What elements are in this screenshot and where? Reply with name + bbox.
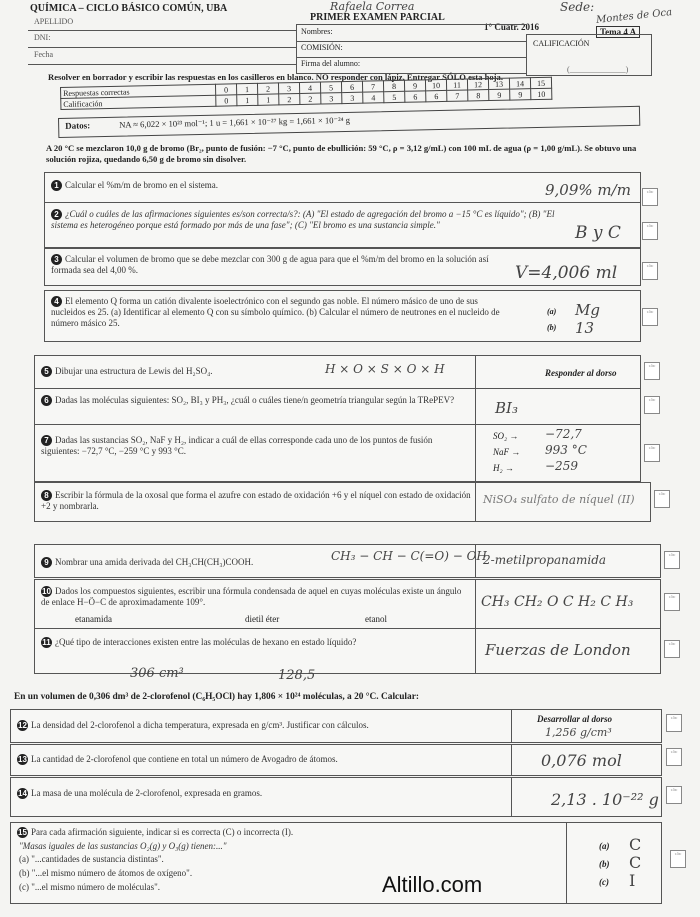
- score-box[interactable]: c.bc: [642, 222, 658, 240]
- label-a: (a): [599, 841, 610, 851]
- grade-cell: 1: [258, 94, 279, 105]
- question-text: Nombrar una amida derivada del CH₃CH(CH₃)COOH.: [55, 557, 254, 567]
- number-badge: 14: [18, 789, 27, 798]
- question-12: [10, 709, 662, 743]
- question-11: [34, 628, 661, 674]
- label-naf: NaF →: [493, 447, 521, 457]
- score-box[interactable]: c.bc: [666, 714, 682, 732]
- number-badge: 13: [18, 755, 27, 764]
- grade-cell: 6: [426, 90, 447, 101]
- question-text: La densidad del 2-clorofenol a dicha temperatura, expresada en g/cm³. Justificar con cálculos.: [31, 720, 369, 730]
- question-9: [34, 544, 661, 578]
- answer-3[interactable]: V=4,006 ml: [515, 263, 618, 283]
- question-text: Calcular el %m/m de bromo en el sistema.: [65, 180, 218, 190]
- question-text: La cantidad de 2-clorofenol que contiene en total un número de Avogadro de átomos.: [31, 754, 338, 764]
- answer-7-naf[interactable]: 993 °C: [545, 443, 587, 457]
- number-badge: 7: [41, 435, 52, 446]
- option-dietil-eter: dietil éter: [245, 614, 280, 624]
- item-c: (c) "...el mismo número de moléculas".: [19, 882, 161, 892]
- fecha-label: Fecha: [34, 50, 54, 59]
- score-box[interactable]: c.bc: [642, 262, 658, 280]
- number-badge: 5: [41, 366, 52, 377]
- number-badge: 9: [41, 557, 52, 568]
- note-volume: 306 cm³: [130, 666, 184, 681]
- course-title: QUÍMICA – CICLO BÁSICO COMÚN, UBA: [30, 3, 228, 14]
- calificacion-label: CALIFICACIÓN: [533, 39, 590, 48]
- number-badge: 8: [41, 490, 52, 501]
- number-badge: 10: [42, 587, 51, 596]
- question-8: [34, 482, 651, 522]
- grade-cell: 13: [488, 78, 509, 89]
- answer-7-so2[interactable]: −72,7: [545, 427, 582, 441]
- answer-8[interactable]: NiSO₄ sulfato de níquel (II): [483, 493, 635, 506]
- number-badge: 12: [18, 721, 27, 730]
- question-15: [10, 822, 662, 904]
- quote: "Masas iguales de las sustancias O₂(g) y O₃(g) tienen:...": [19, 841, 227, 851]
- question-13: [10, 744, 662, 776]
- label-c: (c): [599, 877, 609, 887]
- grade-cell: 2: [279, 93, 300, 104]
- number-badge: 11: [42, 638, 51, 647]
- answer-15b[interactable]: C: [629, 853, 642, 872]
- grade-cell: 4: [363, 92, 384, 103]
- question-text: Para cada afirmación siguiente, indicar si es correcta (C) o incorrecta (I).: [31, 827, 294, 837]
- answer-10[interactable]: CH₃ CH₂ O C H₂ C H₃: [481, 594, 634, 610]
- label-so2: SO₂ →: [493, 431, 519, 441]
- question-2: [44, 202, 641, 248]
- label-b: (b): [547, 323, 557, 332]
- handwritten-sede-value: Montes de Oca: [595, 7, 673, 26]
- side-note: Responder al dorso: [545, 368, 617, 378]
- question-6: [34, 388, 641, 426]
- answer-11[interactable]: Fuerzas de London: [485, 641, 631, 659]
- grade-cell: 10: [531, 88, 552, 99]
- apellido-label: APELLIDO: [34, 17, 74, 26]
- answer-12[interactable]: 1,256 g/cm³: [545, 726, 612, 739]
- grade-cell: 2: [257, 83, 278, 94]
- score-box[interactable]: c.bc: [644, 444, 660, 462]
- score-box[interactable]: c.bc: [670, 850, 686, 868]
- grade-cell: 5: [384, 91, 405, 102]
- question-4: [44, 290, 641, 342]
- grade-cell: 2: [300, 93, 321, 104]
- grade-cell: 6: [341, 81, 362, 92]
- grade-row-label: Respuestas correctas: [61, 84, 216, 98]
- score-box[interactable]: c.bc: [654, 490, 670, 508]
- exam-term: 1° Cuatr. 2016: [484, 22, 540, 32]
- grade-cell: 3: [278, 82, 299, 93]
- grade-cell: 3: [321, 93, 342, 104]
- answer-2[interactable]: B y C: [575, 223, 621, 243]
- option-etanol: etanol: [365, 614, 387, 624]
- datos-box: [58, 106, 640, 138]
- grade-cell: 5: [320, 82, 341, 93]
- score-box[interactable]: c.bc: [664, 551, 680, 569]
- number-badge: 4: [51, 296, 62, 307]
- question-text: El elemento Q forma un catión divalente isoelectrónico con el segundo gas noble. El número másico de uno de sus nucleidos es 25. (a) Identificar al elemento Q con su símbolo químico. (b) Calcular el número de neutrones en el nucleido de número másico 25.: [51, 296, 500, 328]
- answer-14[interactable]: 2,13 . 10⁻²² g: [551, 790, 659, 809]
- dni-label: DNI:: [34, 33, 51, 42]
- exam-title: PRIMER EXAMEN PARCIAL: [310, 12, 445, 23]
- question-text: La masa de una molécula de 2-clorofenol, expresada en gramos.: [31, 788, 263, 798]
- grade-cell: 1: [237, 94, 258, 105]
- grade-cell: 7: [447, 90, 468, 101]
- label-b: (b): [599, 859, 610, 869]
- comision-label: COMISIÓN:: [301, 43, 343, 52]
- question-5: [34, 355, 641, 390]
- answer-4b[interactable]: 13: [575, 319, 595, 337]
- score-box[interactable]: c.bc: [664, 640, 680, 658]
- answer-1[interactable]: 9,09% m/m: [545, 181, 631, 199]
- grade-cell: 0: [215, 84, 236, 95]
- grade-cell: 0: [216, 95, 237, 106]
- amide-sketch: CH₃ − CH − C(=O) − OH: [331, 549, 487, 563]
- watermark: Altillo.com: [382, 872, 483, 897]
- number-badge: 1: [51, 180, 62, 191]
- lewis-sketch: H × O × S × O × H: [325, 362, 445, 376]
- answer-4a[interactable]: Mg: [575, 301, 600, 319]
- grade-cell: 7: [362, 81, 383, 92]
- score-box[interactable]: c.bc: [664, 593, 680, 611]
- number-badge: 2: [51, 209, 62, 220]
- question-text: Dadas las moléculas siguientes: SO₂, BI₃ y PH₃, ¿cuál o cuáles tiene/n geometría triangular según la TRePEV?: [55, 395, 455, 405]
- grade-cell: 4: [299, 82, 320, 93]
- grade-row-label: Calificación: [61, 95, 216, 109]
- answer-7-h2[interactable]: −259: [545, 459, 578, 473]
- question-text: Dibujar una estructura de Lewis del H₂SO₄.: [55, 366, 213, 376]
- answer-13[interactable]: 0,076 mol: [541, 751, 622, 770]
- grade-cell: 14: [509, 78, 530, 89]
- grade-cell: 3: [342, 92, 363, 103]
- grade-cell: 15: [530, 77, 551, 88]
- question-1: [44, 172, 641, 204]
- theme-badge: Tema 4 A: [596, 26, 640, 38]
- grade-cell: 12: [467, 79, 488, 90]
- option-etanamida: etanamida: [75, 614, 112, 624]
- question-text: Dadas las sustancias SO₂, NaF y H₂, indicar a cuál de ellas corresponde cada uno de los puntos de fusión siguientes: −72,7 °C, −259 °C y 993 °C.: [41, 435, 433, 456]
- handwritten-sede: Sede:: [560, 0, 595, 14]
- datos-text: NA ≈ 6,022 × 10²³ mol⁻¹; 1 u = 1,661 × 10⁻²⁷ kg = 1,661 × 10⁻²⁴ g: [119, 114, 351, 130]
- question-14: [10, 777, 662, 817]
- firma-label: Firma del alumno:: [301, 59, 361, 68]
- answer-9[interactable]: 2-metilpropanamida: [483, 553, 607, 567]
- question-text: ¿Cuál o cuáles de las afirmaciones siguientes es/son correcta/s?: (A) "El estado de agregación del bromo a −15 °C es líquido"; (B) "El sistema es heterogéneo porque está formado por más de una fase"; (C) "El bromo es una sustancia simple.": [51, 209, 555, 230]
- grade-cell: 9: [510, 89, 531, 100]
- handwritten-names: Rafaela Correa: [330, 0, 415, 13]
- block2-intro: En un volumen de 0,306 dm³ de 2-clorofenol (C₆H₅OCl) hay 1,806 × 10²⁴ moléculas, a 20 °C. Calcular:: [14, 692, 420, 702]
- score-box[interactable]: c.bc: [642, 188, 658, 206]
- side-note: Desarrollar al dorso: [537, 714, 613, 724]
- grade-cell: 1: [236, 83, 257, 94]
- grade-cell: 6: [405, 91, 426, 102]
- score-box[interactable]: c.bc: [666, 748, 682, 766]
- question-10: [34, 579, 661, 629]
- question-text: ¿Qué tipo de interacciones existen entre las moléculas de hexano en estado líquido?: [55, 637, 357, 647]
- number-badge: 6: [41, 395, 52, 406]
- grade-cell: 8: [468, 90, 489, 101]
- answer-6[interactable]: BI₃: [495, 399, 518, 417]
- header-left-fields: [28, 17, 296, 67]
- grade-cell: 11: [446, 79, 467, 90]
- question-7: [34, 424, 641, 482]
- score-box[interactable]: c.bc: [666, 786, 682, 804]
- datos-label: Datos:: [65, 120, 91, 131]
- nombres-label: Nombres:: [301, 27, 333, 36]
- score-box[interactable]: c.bc: [644, 362, 660, 380]
- note-molar-mass: 128,5: [278, 668, 316, 683]
- answer-15a[interactable]: C: [629, 835, 642, 854]
- number-badge: 15: [18, 828, 27, 837]
- grade-table: [60, 78, 552, 110]
- score-box[interactable]: c.bc: [642, 308, 658, 326]
- score-box[interactable]: c.bc: [644, 396, 660, 414]
- item-a: (a) "...cantidades de sustancia distintas".: [19, 854, 164, 864]
- grade-cell: 9: [489, 89, 510, 100]
- question-3: [44, 248, 641, 286]
- grade-cell: 10: [425, 79, 446, 90]
- grade-cell: 9: [404, 80, 425, 91]
- block1-intro: A 20 °C se mezclaron 10,0 g de bromo (Br₂, punto de fusión: −7 °C, punto de ebullición: 59 °C, ρ = 3,12 g/mL) con 100 mL de agua (ρ = 1,00 g/mL). Se obtuvo una solución rojiza, quedando 6,50 g de bromo sin disolver.: [46, 143, 637, 164]
- item-b: (b) "...el mismo número de átomos de oxígeno".: [19, 868, 193, 878]
- label-a: (a): [547, 307, 557, 316]
- grade-cell: 8: [383, 80, 404, 91]
- instructions: Resolver en borrador y escribir las respuestas en los casilleros en blanco. NO responder con lápiz. Entregar SÓLO esta hoja.: [48, 72, 503, 82]
- calificacion-box: CALIFICACIÓN (______________): [526, 34, 652, 76]
- label-h2: H₂ →: [493, 463, 514, 473]
- question-text: Dados los compuestos siguientes, escribir una fórmula condensada de aquel en cuyas moléculas existe un ángulo de enlace H−Ö−C de aproximadamente 109°.: [41, 586, 462, 607]
- number-badge: 3: [51, 254, 62, 265]
- question-text: Escribir la fórmula de la oxosal que forma el azufre con estado de oxidación +6 y el níquel con estado de oxidación +2 y nombrarla.: [41, 490, 471, 511]
- answer-15c[interactable]: I: [629, 871, 636, 890]
- header-mid-fields: [296, 24, 527, 74]
- question-text: Calcular el volumen de bromo que se debe mezclar con 300 g de agua para que el %m/m del bromo en la solución así formada sea del 4,00 %.: [51, 254, 489, 275]
